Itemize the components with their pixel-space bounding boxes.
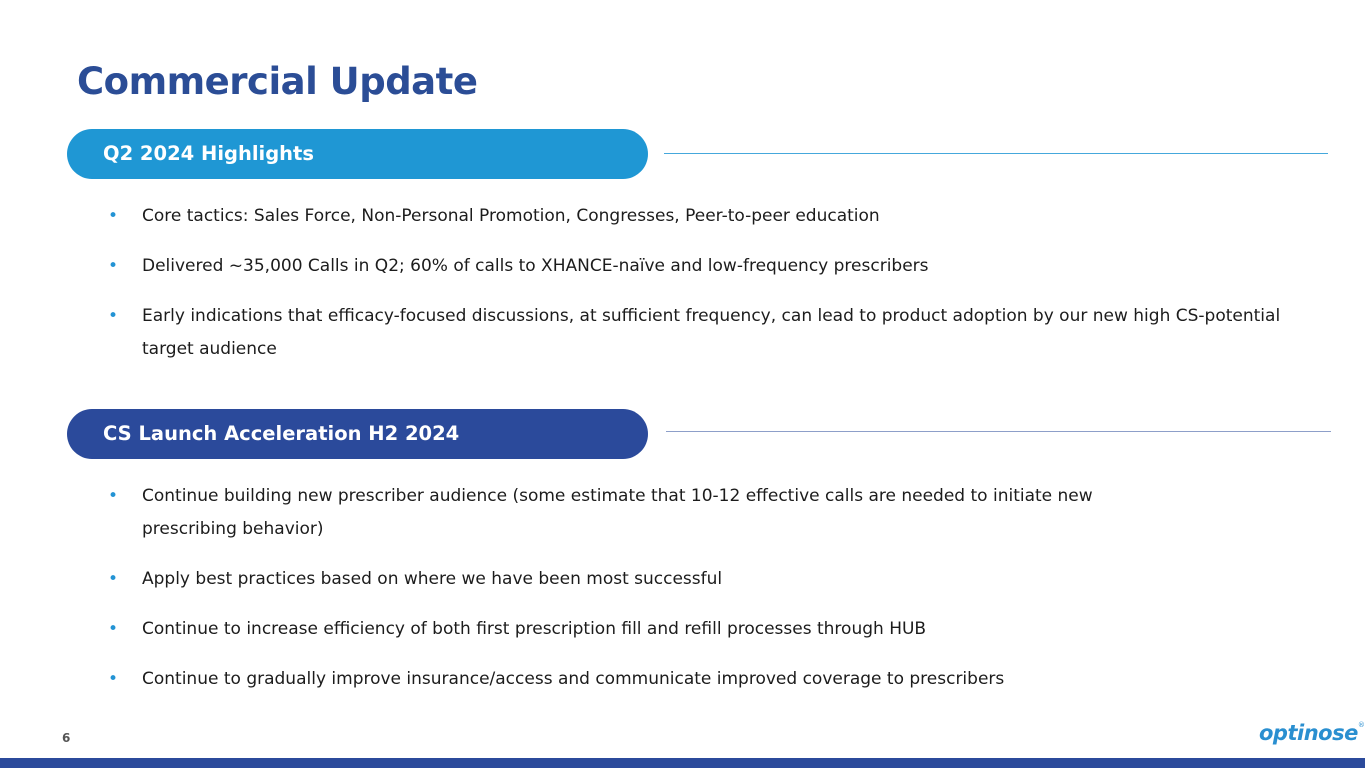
bullet-text: Delivered ~35,000 Calls in Q2; 60% of calls to XHANCE-naïve and low-frequency prescribers bbox=[142, 256, 929, 276]
page-number: 6 bbox=[62, 731, 71, 745]
section-divider-line bbox=[666, 431, 1331, 432]
bullet-icon: • bbox=[108, 619, 119, 639]
bullet-text: Apply best practices based on where we have been most successful bbox=[142, 569, 723, 589]
section-divider-line bbox=[664, 153, 1328, 154]
footer-bar bbox=[0, 758, 1365, 768]
list-item bbox=[108, 480, 1168, 546]
list-item bbox=[108, 200, 1288, 233]
highlights-bullet-list bbox=[108, 200, 1288, 383]
list-item bbox=[108, 300, 1288, 366]
bullet-text: Early indications that efficacy-focused discussions, at sufficient frequency, can lead to product adoption by our new high CS-potential target audience bbox=[142, 306, 1281, 359]
section-heading-q2-highlights: Q2 2024 Highlights bbox=[67, 129, 648, 179]
acceleration-bullet-list bbox=[108, 480, 1168, 713]
bullet-text: Core tactics: Sales Force, Non-Personal Promotion, Congresses, Peer-to-peer education bbox=[142, 206, 880, 226]
optinose-logo bbox=[1259, 721, 1364, 745]
registered-mark: ® bbox=[1357, 721, 1365, 729]
list-item bbox=[108, 250, 1288, 283]
list-item bbox=[108, 563, 1168, 596]
slide-title: Commercial Update bbox=[77, 60, 478, 103]
bullet-icon: • bbox=[108, 306, 119, 326]
bullet-text: Continue to gradually improve insurance/access and communicate improved coverage to prescribers bbox=[142, 669, 1005, 689]
bullet-icon: • bbox=[108, 486, 119, 506]
bullet-text: Continue building new prescriber audience (some estimate that 10-12 effective calls are needed to initiate new prescribing behavior) bbox=[142, 486, 1093, 539]
logo-wordmark: optinose bbox=[1259, 721, 1358, 745]
section-heading-cs-launch-acceleration: CS Launch Acceleration H2 2024 bbox=[67, 409, 648, 459]
list-item bbox=[108, 663, 1168, 696]
bullet-icon: • bbox=[108, 256, 119, 276]
bullet-icon: • bbox=[108, 206, 119, 226]
list-item bbox=[108, 613, 1168, 646]
bullet-text: Continue to increase efficiency of both first prescription fill and refill processes through HUB bbox=[142, 619, 927, 639]
bullet-icon: • bbox=[108, 669, 119, 689]
bullet-icon: • bbox=[108, 569, 119, 589]
